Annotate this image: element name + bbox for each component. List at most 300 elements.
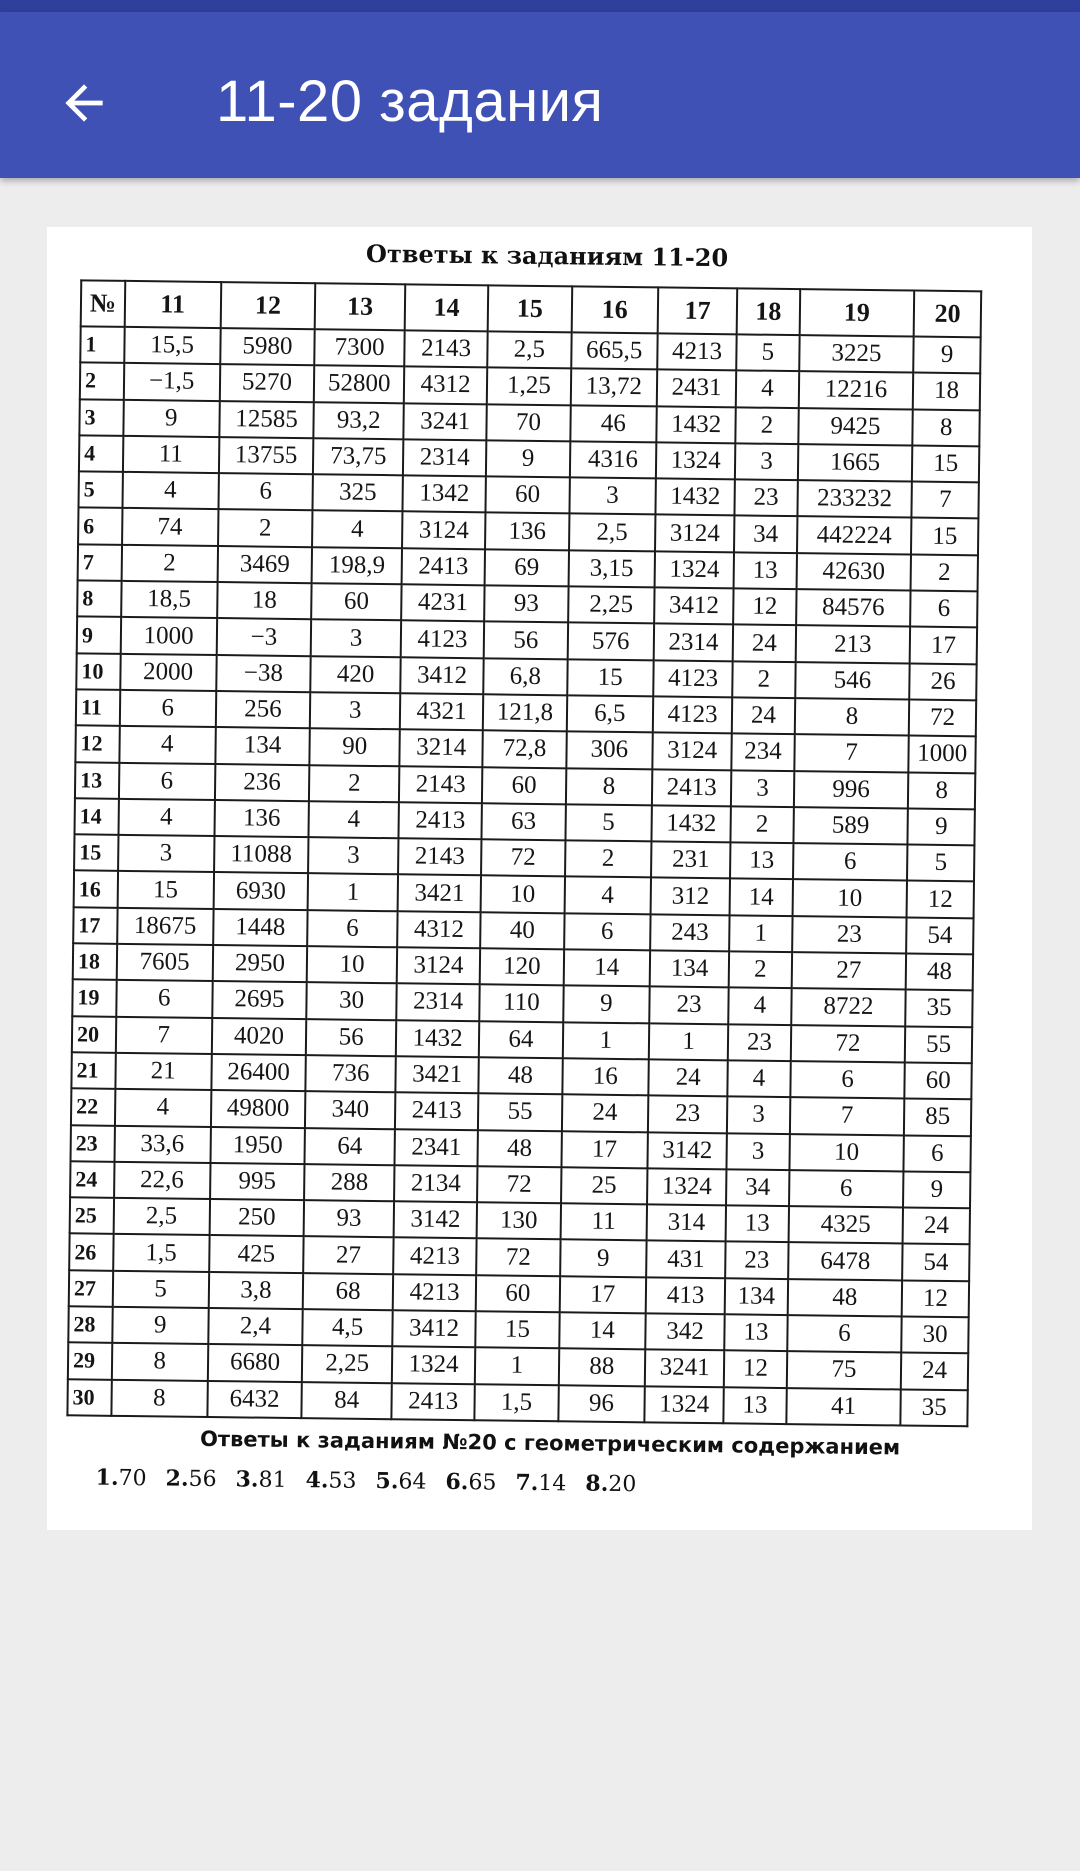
- answer-cell: 3469: [217, 546, 312, 583]
- answer-cell: 3421: [398, 875, 482, 912]
- answer-cell: 134: [725, 1278, 788, 1315]
- row-number: 23: [71, 1125, 115, 1162]
- answer-cell: 4: [312, 511, 402, 548]
- row-number: 3: [79, 399, 123, 436]
- answer-cell: 306: [566, 732, 653, 769]
- answer-cell: 8: [111, 1379, 207, 1416]
- answer-cell: 250: [209, 1199, 304, 1236]
- row-number: 4: [79, 435, 123, 472]
- answer-cell: 5270: [219, 364, 314, 401]
- answer-cell: 8: [566, 768, 653, 805]
- answer-cell: 26: [909, 663, 976, 700]
- answer-cell: 48: [906, 954, 973, 991]
- answer-cell: 13: [724, 1314, 787, 1351]
- answer-cell: 4123: [401, 621, 485, 658]
- answer-cell: 2695: [212, 981, 307, 1018]
- answer-cell: 1432: [656, 406, 736, 443]
- answer-cell: 2143: [398, 838, 482, 875]
- answer-cell: 30: [901, 1316, 968, 1353]
- answer-cell: 2,25: [568, 586, 655, 623]
- answer-cell: 1432: [652, 805, 732, 842]
- answer-cell: 4: [728, 1060, 791, 1097]
- answer-cell: 4123: [653, 660, 733, 697]
- row-number: 11: [76, 689, 120, 726]
- answer-cell: 2950: [212, 945, 307, 982]
- geometry-answer: [165, 1465, 216, 1492]
- geometry-answers-title: Ответы к заданиям №20 с геометрическим содержанием: [199, 1426, 901, 1460]
- answer-cell: 72: [476, 1239, 560, 1276]
- answer-cell: 72: [481, 839, 565, 876]
- answer-cell: 442224: [797, 517, 912, 555]
- column-header: 20: [914, 291, 981, 338]
- answer-cell: 3: [731, 770, 794, 807]
- answer-cell: 3: [727, 1097, 790, 1134]
- answer-cell: 1000: [909, 736, 976, 773]
- answer-cell: 12585: [219, 401, 314, 438]
- column-header: 16: [571, 286, 658, 333]
- answer-cell: 3,15: [568, 550, 655, 587]
- answer-cell: 4020: [211, 1018, 306, 1055]
- geometry-answer-value: 81: [258, 1467, 287, 1493]
- answer-cell: 3412: [392, 1310, 476, 1347]
- answer-cell: 27: [791, 952, 906, 990]
- answer-cell: 23: [728, 1024, 791, 1061]
- row-number: 29: [68, 1343, 112, 1380]
- row-number: 17: [73, 907, 117, 944]
- answer-cell: −3: [216, 618, 311, 655]
- answer-cell: 1: [649, 1023, 729, 1060]
- page-title: 11-20 задания: [216, 69, 604, 134]
- answer-cell: 2314: [403, 439, 487, 476]
- answer-cell: 23: [649, 987, 729, 1024]
- row-number: 26: [69, 1234, 113, 1271]
- answer-cell: 11: [123, 436, 219, 473]
- answer-cell: 6,8: [484, 658, 568, 695]
- answer-cell: 2: [731, 806, 794, 843]
- geometry-answer-number: 3.: [235, 1466, 259, 1493]
- answer-cell: 6: [789, 1170, 904, 1208]
- answer-cell: 11088: [214, 836, 309, 873]
- answer-cell: 213: [795, 625, 910, 663]
- answer-cell: 7: [116, 1016, 212, 1053]
- answer-cell: 60: [312, 583, 402, 620]
- answer-cell: 3124: [655, 515, 735, 552]
- column-header: №: [81, 280, 125, 327]
- answer-cell: 4312: [404, 367, 488, 404]
- answer-cell: 4312: [397, 911, 481, 948]
- answer-cell: 35: [905, 990, 972, 1027]
- answer-cell: 130: [477, 1202, 561, 1239]
- answer-cell: 3124: [402, 512, 486, 549]
- answer-cell: 6680: [207, 1344, 302, 1381]
- answer-cell: 34: [726, 1169, 789, 1206]
- column-header: 17: [658, 287, 738, 334]
- answer-cell: 35: [901, 1389, 968, 1426]
- answer-cell: 4213: [393, 1274, 477, 1311]
- answer-cell: 13755: [219, 437, 314, 474]
- answer-cell: 1324: [655, 551, 735, 588]
- column-header: 12: [220, 282, 315, 329]
- answer-cell: 2314: [396, 984, 480, 1021]
- answer-cell: 90: [310, 728, 400, 765]
- answer-cell: 26400: [211, 1054, 306, 1091]
- status-bar: [0, 0, 1080, 12]
- answer-cell: 24: [901, 1353, 968, 1390]
- answer-cell: 24: [733, 625, 796, 662]
- row-number: 12: [75, 726, 119, 763]
- answer-cell: 2,5: [113, 1198, 209, 1235]
- geometry-answer-value: 64: [398, 1469, 427, 1495]
- answer-cell: 48: [478, 1130, 562, 1167]
- geometry-answer-value: 14: [538, 1471, 567, 1497]
- answer-cell: 3124: [652, 733, 732, 770]
- answer-cell: 60: [486, 477, 570, 514]
- answer-cell: 2413: [391, 1383, 475, 1420]
- answer-cell: 3214: [399, 730, 483, 767]
- row-number: 9: [77, 617, 121, 654]
- answer-cell: 5: [565, 804, 652, 841]
- answer-cell: 2143: [399, 766, 483, 803]
- answer-cell: 256: [215, 691, 310, 728]
- answer-cell: 2: [565, 840, 652, 877]
- answer-cell: 2: [218, 510, 313, 547]
- answer-cell: 1950: [210, 1127, 305, 1164]
- answer-cell: 6432: [207, 1381, 302, 1418]
- answer-cell: 8: [908, 772, 975, 809]
- answer-cell: 9: [560, 1240, 647, 1277]
- answer-cell: 64: [305, 1128, 395, 1165]
- answer-cell: 74: [122, 508, 218, 545]
- answer-cell: 56: [306, 1019, 396, 1056]
- answer-cell: 13: [726, 1205, 789, 1242]
- answer-cell: 736: [306, 1055, 396, 1092]
- answer-cell: 2413: [395, 1092, 479, 1129]
- answer-cell: 996: [794, 771, 909, 809]
- answer-cell: 72: [477, 1166, 561, 1203]
- app-bar: [0, 12, 1080, 178]
- geometry-answer-number: 7.: [515, 1469, 539, 1497]
- answer-cell: 4321: [400, 693, 484, 730]
- row-number: 2: [80, 363, 124, 400]
- answer-cell: 3: [569, 478, 656, 515]
- answer-cell: 18,5: [121, 581, 217, 618]
- answer-cell: 3142: [394, 1201, 478, 1238]
- answer-cell: 4213: [393, 1238, 477, 1275]
- answer-cell: 75: [786, 1351, 901, 1389]
- answer-cell: 3: [311, 620, 401, 657]
- table-body: [67, 326, 980, 1426]
- answer-cell: 9: [903, 1171, 970, 1208]
- back-button[interactable]: [36, 55, 132, 151]
- answer-cell: 72: [909, 699, 976, 736]
- answer-cell: 9: [123, 399, 219, 436]
- answer-cell: 6,5: [566, 695, 653, 732]
- answer-cell: 5: [907, 845, 974, 882]
- answer-cell: 314: [647, 1204, 727, 1241]
- answer-cell: 17: [910, 627, 977, 664]
- answer-cell: 46: [570, 405, 657, 442]
- answer-cell: 7: [794, 734, 909, 772]
- answer-cell: 110: [480, 985, 564, 1022]
- answer-cell: 8: [112, 1343, 208, 1380]
- answer-cell: 1324: [644, 1386, 724, 1423]
- answer-cell: 48: [479, 1057, 563, 1094]
- answer-cell: 1324: [656, 442, 736, 479]
- answer-cell: 1: [308, 874, 398, 911]
- row-number: 7: [78, 544, 122, 581]
- answer-cell: 2: [736, 407, 799, 444]
- answer-cell: 2: [121, 545, 217, 582]
- answer-cell: 13: [730, 842, 793, 879]
- column-header: 18: [737, 288, 800, 335]
- answer-cell: 3,8: [208, 1272, 303, 1309]
- answer-cell: 24: [732, 697, 795, 734]
- answer-cell: 342: [645, 1313, 725, 1350]
- answer-cell: 1342: [402, 475, 486, 512]
- answer-cell: 1,5: [113, 1234, 209, 1271]
- geometry-answer-number: 6.: [445, 1468, 469, 1496]
- answer-cell: 60: [482, 767, 566, 804]
- answer-cell: 4: [119, 726, 215, 763]
- geometry-answer-number: 8.: [585, 1470, 609, 1497]
- answer-cell: 6: [218, 473, 313, 510]
- geometry-answer-number: 1.: [95, 1464, 119, 1491]
- answer-cell: 10: [307, 946, 397, 983]
- row-number: 22: [71, 1089, 115, 1126]
- answer-cell: 198,9: [312, 547, 402, 584]
- answer-cell: 1,25: [487, 368, 571, 405]
- answer-cell: 93,2: [314, 402, 404, 439]
- geometry-answer-number: 4.: [305, 1467, 329, 1494]
- answer-cell: 69: [485, 549, 569, 586]
- answer-cell: 10: [481, 876, 565, 913]
- answer-cell: 23: [648, 1096, 728, 1133]
- answer-cell: 70: [487, 404, 571, 441]
- row-number: 20: [72, 1016, 116, 1053]
- answer-cell: 30: [307, 983, 397, 1020]
- answer-cell: 8722: [791, 988, 906, 1026]
- row-number: 5: [78, 472, 122, 509]
- answer-cell: 6930: [213, 872, 308, 909]
- answer-cell: 12216: [798, 371, 913, 409]
- answer-cell: 55: [478, 1094, 562, 1131]
- answer-cell: 10: [789, 1134, 904, 1172]
- row-number: 27: [69, 1270, 113, 1307]
- answer-cell: 665,5: [571, 332, 658, 369]
- geometry-answer-value: 53: [328, 1468, 357, 1494]
- answer-cell: 3142: [648, 1132, 728, 1169]
- geometry-answer: [375, 1468, 426, 1495]
- geometry-answer: [305, 1467, 356, 1494]
- answer-cell: 72,8: [483, 731, 567, 768]
- answer-cell: 4: [728, 988, 791, 1025]
- geometry-answer: [585, 1471, 636, 1498]
- answer-cell: 288: [304, 1164, 394, 1201]
- geometry-answer-value: 56: [188, 1466, 217, 1493]
- answer-cell: 5: [112, 1271, 208, 1308]
- answer-cell: 15: [911, 518, 978, 555]
- row-number: 13: [75, 762, 119, 799]
- answer-cell: 2,25: [302, 1345, 392, 1382]
- answer-cell: 6: [120, 690, 216, 727]
- row-number: 16: [74, 871, 118, 908]
- answer-cell: 576: [567, 623, 654, 660]
- answer-cell: 68: [303, 1273, 393, 1310]
- answer-cell: 325: [313, 474, 403, 511]
- row-number: 24: [70, 1161, 114, 1198]
- answer-cell: 2,4: [208, 1308, 303, 1345]
- answer-cell: 2314: [654, 624, 734, 661]
- answer-cell: 15: [567, 659, 654, 696]
- answer-cell: 24: [648, 1059, 728, 1096]
- answer-cell: 13,72: [570, 369, 657, 406]
- answer-cell: 3124: [397, 947, 481, 984]
- answer-cell: 54: [902, 1244, 969, 1281]
- answer-cell: 4: [118, 799, 214, 836]
- answer-cell: 3225: [799, 335, 914, 373]
- answer-cell: 3: [735, 443, 798, 480]
- answer-cell: 3: [118, 835, 214, 872]
- row-number: 6: [78, 508, 122, 545]
- answer-cell: 18675: [117, 908, 213, 945]
- answer-cell: 420: [311, 656, 401, 693]
- answer-cell: 14: [559, 1312, 646, 1349]
- answer-cell: 243: [650, 914, 730, 951]
- answer-cell: 55: [905, 1026, 972, 1063]
- answer-cell: 2413: [402, 548, 486, 585]
- answer-cell: −38: [216, 655, 311, 692]
- answer-cell: 23: [725, 1242, 788, 1279]
- answer-cell: 431: [646, 1241, 726, 1278]
- answer-cell: 995: [210, 1163, 305, 1200]
- answer-cell: 120: [480, 948, 564, 985]
- answers-table: [66, 279, 982, 1427]
- answer-cell: 18: [913, 373, 980, 410]
- answer-cell: 11: [560, 1203, 647, 1240]
- answer-cell: 12: [902, 1280, 969, 1317]
- answer-cell: 6: [793, 843, 908, 881]
- answer-cell: 14: [730, 879, 793, 916]
- answer-cell: 27: [304, 1237, 394, 1274]
- answer-cell: 33,6: [114, 1125, 210, 1162]
- answer-cell: 15: [117, 871, 213, 908]
- answer-cell: 121,8: [483, 694, 567, 731]
- answer-cell: 136: [214, 800, 309, 837]
- answer-cell: 15,5: [124, 327, 220, 364]
- answer-cell: 60: [905, 1062, 972, 1099]
- answer-cell: 9: [913, 337, 980, 374]
- answer-cell: 546: [795, 662, 910, 700]
- answer-cell: 60: [476, 1275, 560, 1312]
- answer-cell: 40: [480, 912, 564, 949]
- answer-cell: 12: [733, 588, 796, 625]
- answer-cell: 96: [558, 1385, 645, 1422]
- answer-cell: 18: [217, 582, 312, 619]
- column-header: 13: [315, 283, 405, 330]
- answer-cell: 1448: [213, 909, 308, 946]
- answer-cell: 2134: [394, 1165, 478, 1202]
- answer-cell: 8: [794, 698, 909, 736]
- row-number: 14: [75, 798, 119, 835]
- answer-cell: 34: [734, 516, 797, 553]
- answer-cell: 2143: [404, 330, 488, 367]
- answer-cell: 6: [904, 1135, 971, 1172]
- answer-cell: 6: [564, 913, 651, 950]
- answer-cell: 589: [793, 807, 908, 845]
- answer-cell: 84: [302, 1382, 392, 1419]
- answer-cell: 4213: [657, 333, 737, 370]
- geometry-answers: [95, 1465, 636, 1498]
- answer-cell: 1432: [655, 479, 735, 516]
- geometry-answer-value: 65: [468, 1470, 497, 1496]
- answer-cell: 4: [564, 877, 651, 914]
- answer-cell: 425: [209, 1235, 304, 1272]
- row-number: 30: [67, 1379, 111, 1416]
- answer-cell: 88: [558, 1349, 645, 1386]
- answer-cell: 3: [310, 692, 400, 729]
- answer-cell: 1,5: [475, 1384, 559, 1421]
- answer-cell: 6: [787, 1315, 902, 1353]
- answer-cell: 4123: [653, 696, 733, 733]
- answer-cell: 48: [787, 1279, 902, 1317]
- geometry-answer: [515, 1470, 566, 1497]
- answer-cell: 1324: [647, 1168, 727, 1205]
- answer-cell: 72: [790, 1025, 905, 1063]
- answer-cell: 4: [736, 371, 799, 408]
- row-number: 8: [77, 580, 121, 617]
- answer-cell: 312: [651, 878, 731, 915]
- answer-cell: 9: [486, 440, 570, 477]
- row-number: 25: [70, 1197, 114, 1234]
- answer-cell: 93: [484, 585, 568, 622]
- answer-cell: 15: [476, 1311, 560, 1348]
- scanned-page: [47, 227, 1032, 1530]
- document-title: Ответы к заданиям 11-20: [365, 238, 729, 273]
- geometry-answer-value: 70: [118, 1465, 147, 1492]
- row-number: 18: [73, 943, 117, 980]
- answer-cell: 4: [122, 472, 218, 509]
- answer-cell: 9: [908, 808, 975, 845]
- answer-cell: 6: [308, 910, 398, 947]
- column-header: 11: [124, 281, 220, 328]
- answer-cell: 2341: [394, 1129, 478, 1166]
- answer-cell: 25: [561, 1167, 648, 1204]
- answer-cell: 3412: [654, 587, 734, 624]
- answer-cell: 4231: [401, 584, 485, 621]
- geometry-answer: [235, 1466, 286, 1493]
- answer-cell: 340: [305, 1091, 395, 1128]
- answer-cell: 56: [484, 622, 568, 659]
- answer-cell: 93: [304, 1200, 394, 1237]
- answer-cell: 23: [735, 480, 798, 517]
- answer-cell: 2431: [657, 370, 737, 407]
- answer-cell: 13: [734, 552, 797, 589]
- answer-cell: 4,5: [303, 1309, 393, 1346]
- answer-cell: 2: [309, 765, 399, 802]
- answer-cell: 7: [912, 482, 979, 519]
- answer-cell: 12: [907, 881, 974, 918]
- answer-cell: −1,5: [124, 363, 220, 400]
- answer-cell: 234: [732, 734, 795, 771]
- answer-cell: 3241: [403, 403, 487, 440]
- column-header: 15: [488, 285, 572, 332]
- column-header: 14: [405, 284, 489, 331]
- answer-cell: 9: [112, 1307, 208, 1344]
- answer-cell: 52800: [314, 366, 404, 403]
- answer-cell: 63: [482, 803, 566, 840]
- geometry-answer: [445, 1469, 496, 1496]
- row-number: 28: [68, 1306, 112, 1343]
